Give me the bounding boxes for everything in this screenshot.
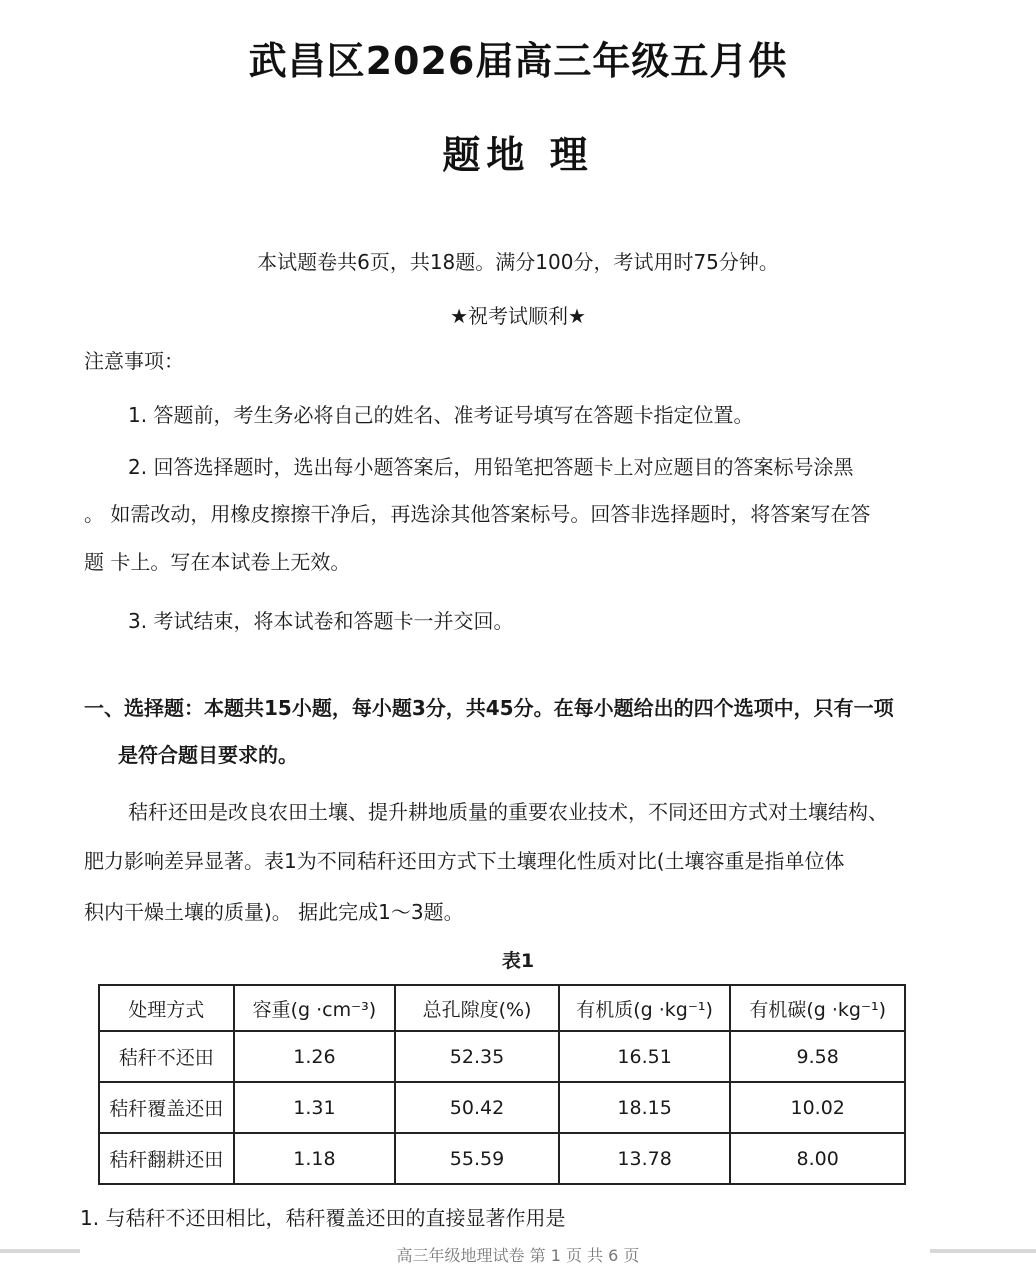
- table-cell: 52.35: [395, 1031, 559, 1082]
- table-header-cell: 处理方式: [99, 985, 234, 1031]
- table-cell: 55.59: [395, 1133, 559, 1184]
- intro-line-3: 积内干燥土壤的质量)。 据此完成1～3题。: [84, 900, 464, 924]
- subject-title: 题地 理: [442, 133, 594, 177]
- table-cell: 1.31: [234, 1082, 396, 1133]
- notice-item-1: 1. 答题前，考生务必将自己的姓名、准考证号填写在答题卡指定位置。: [128, 403, 754, 427]
- table-header-cell: 容重(g ·cm⁻³): [234, 985, 396, 1031]
- table-row: [99, 1031, 905, 1082]
- table-cell: 秸秆不还田: [99, 1031, 234, 1082]
- table-header-cell: 有机碳(g ·kg⁻¹): [730, 985, 905, 1031]
- notice-item-2-line-2: 。 如需改动，用橡皮擦擦干净后，再选涂其他答案标号。回答非选择题时，将答案写在答: [84, 502, 871, 526]
- table-cell: 秸秆翻耕还田: [99, 1133, 234, 1184]
- question-1: 1. 与秸秆不还田相比，秸秆覆盖还田的直接显著作用是: [80, 1206, 566, 1230]
- table-header-cell: 有机质(g ·kg⁻¹): [559, 985, 731, 1031]
- section-heading-line-2: 是符合题目要求的。: [118, 743, 298, 767]
- table-cell: 1.18: [234, 1133, 396, 1184]
- scroll-edge-left: [0, 1249, 80, 1253]
- table-header-row: [99, 985, 905, 1031]
- table-cell: 1.26: [234, 1031, 396, 1082]
- table-row: [99, 1082, 905, 1133]
- intro-line-1: 秸秆还田是改良农田土壤、提升耕地质量的重要农业技术，不同还田方式对土壤结构、: [128, 800, 888, 824]
- notice-item-2-line-3: 题 卡上。写在本试卷上无效。: [84, 550, 351, 574]
- table-row: [99, 1133, 905, 1184]
- soil-properties-table: [98, 984, 906, 1185]
- notice-item-2-line-1: 2. 回答选择题时，选出每小题答案后，用铅笔把答题卡上对应题目的答案标号涂黑: [128, 455, 854, 479]
- table-cell: 50.42: [395, 1082, 559, 1133]
- scroll-edge-right: [930, 1249, 1036, 1253]
- table-header-cell: 总孔隙度(%): [395, 985, 559, 1031]
- table-cell: 18.15: [559, 1082, 731, 1133]
- table-cell: 13.78: [559, 1133, 731, 1184]
- notice-item-3: 3. 考试结束，将本试卷和答题卡一并交回。: [128, 609, 514, 633]
- section-heading-line-1: 一、选择题：本题共15小题，每小题3分，共45分。在每小题给出的四个选项中，只有一项: [84, 696, 894, 720]
- good-luck-text: ★祝考试顺利★: [450, 304, 586, 328]
- table-cell: 秸秆覆盖还田: [99, 1082, 234, 1133]
- table-cell: 16.51: [559, 1031, 731, 1082]
- exam-title: 武昌区2026届高三年级五月供: [248, 39, 788, 83]
- page-footer: 高三年级地理试卷 第 1 页 共 6 页: [396, 1246, 640, 1265]
- intro-line-2: 肥力影响差异显著。表1为不同秸秆还田方式下土壤理化性质对比(土壤容重是指单位体: [84, 849, 845, 873]
- notice-heading: 注意事项：: [84, 349, 184, 373]
- table-caption: 表1: [501, 950, 535, 972]
- table-cell: 10.02: [730, 1082, 905, 1133]
- table-cell: 9.58: [730, 1031, 905, 1082]
- exam-info: 本试题卷共6页，共18题。满分100分，考试用时75分钟。: [257, 250, 779, 274]
- table-cell: 8.00: [730, 1133, 905, 1184]
